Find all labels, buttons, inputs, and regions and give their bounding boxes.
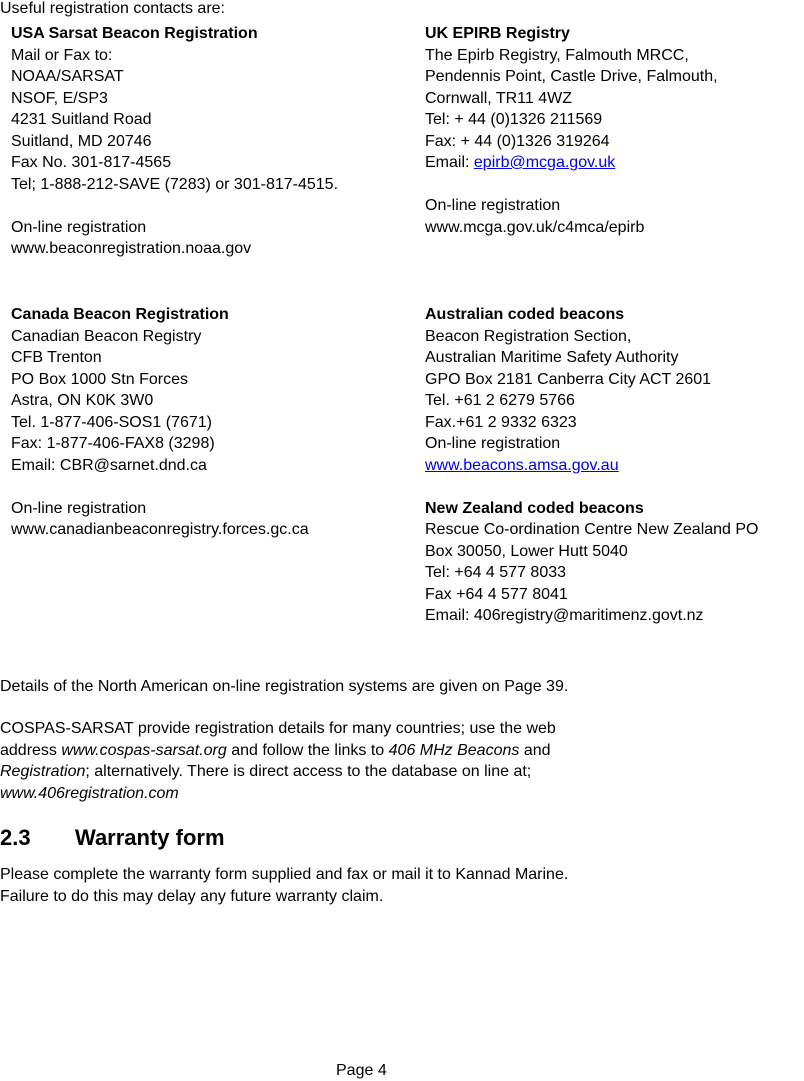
- usa-line: Mail or Fax to:: [11, 46, 113, 64]
- australia-online-link[interactable]: www.beacons.amsa.gov.au: [425, 456, 619, 474]
- page-number: Page 4: [336, 1062, 387, 1079]
- nz-line: Box 30050, Lower Hutt 5040: [425, 542, 628, 560]
- uk-title: UK EPIRB Registry: [425, 25, 570, 42]
- uk-email-line: [425, 152, 718, 174]
- usa-line: Fax No. 301-817-4565: [11, 154, 172, 171]
- cospas-line: COSPAS-SARSAT provide registration details for many countries; use the web: [0, 720, 556, 737]
- australia-line: On-line registration: [425, 435, 561, 452]
- usa-line: Tel; 1-888-212-SAVE (7283) or 301-817-4515.: [11, 175, 339, 193]
- cospas-text: ; alternatively. There is direct access to the database on line at;: [85, 763, 532, 780]
- australia-title: Australian coded beacons: [425, 306, 625, 323]
- canada-line: Tel. 1-877-406-SOS1 (7671): [11, 413, 212, 431]
- usa-line: NSOF, E/SP3: [11, 89, 108, 107]
- canada-online-url: www.canadianbeaconregistry.forces.gc.ca: [11, 521, 309, 538]
- cospas-text: and: [519, 741, 551, 759]
- uk-line: Pendennis Point, Castle Drive, Falmouth,: [425, 68, 718, 85]
- uk-contact-block: [425, 23, 718, 238]
- australia-line: Australian Maritime Safety Authority: [425, 349, 679, 366]
- uk-line: Fax: + 44 (0)1326 319264: [425, 132, 610, 150]
- canada-online-label: On-line registration: [11, 499, 147, 517]
- nz-line: Rescue Co-ordination Centre New Zealand PO: [425, 521, 759, 538]
- cospas-registration-link-text: Registration: [0, 763, 86, 780]
- uk-line: Cornwall, TR11 4WZ: [425, 89, 572, 107]
- canada-line: Astra, ON K0K 3W0: [11, 392, 154, 409]
- section-number: 2.3: [0, 825, 31, 850]
- canada-line: Fax: 1-877-406-FAX8 (3298): [11, 435, 215, 452]
- canada-line: CFB Trenton: [11, 349, 102, 366]
- spacer: [425, 174, 718, 196]
- usa-online-label: On-line registration: [11, 218, 147, 236]
- cospas-paragraph: [0, 718, 556, 804]
- uk-email-link[interactable]: epirb@mcga.gov.uk: [473, 154, 616, 171]
- warranty-line: Failure to do this may delay any future warranty claim.: [0, 887, 384, 905]
- registration-site: www.406registration.com: [0, 784, 179, 802]
- section-title: Warranty form: [75, 825, 225, 850]
- usa-line: 4231 Suitland Road: [11, 111, 152, 128]
- nz-line: Tel: +64 4 577 8033: [425, 564, 567, 581]
- cospas-line: [0, 761, 556, 783]
- cospas-text: and follow the links to: [226, 741, 389, 759]
- australia-nz-contact-block: [425, 304, 804, 627]
- spacer: [11, 476, 309, 498]
- uk-line: Tel: + 44 (0)1326 211569: [425, 111, 603, 128]
- cospas-line: [0, 783, 556, 805]
- usa-title: USA Sarsat Beacon Registration: [11, 25, 258, 42]
- cospas-line: [0, 740, 556, 762]
- canada-line: PO Box 1000 Stn Forces: [11, 370, 188, 388]
- uk-online-url: www.mcga.gov.uk/c4mca/epirb: [425, 218, 645, 236]
- canada-title: Canada Beacon Registration: [11, 306, 229, 323]
- canada-contact-block: [11, 304, 309, 541]
- warranty-paragraph: [0, 864, 568, 907]
- canada-line: Canadian Beacon Registry: [11, 327, 202, 345]
- uk-line: The Epirb Registry, Falmouth MRCC,: [425, 46, 689, 64]
- uk-email-label: Email:: [425, 154, 474, 171]
- spacer: [11, 195, 338, 217]
- nz-title: New Zealand coded beacons: [425, 499, 644, 517]
- australia-line: Fax.+61 2 9332 6323: [425, 413, 577, 431]
- details-paragraph: Details of the North American on-line registration systems are given on Page 39.: [0, 678, 569, 695]
- cospas-site: www.cospas-sarsat.org: [61, 741, 227, 759]
- usa-line: NOAA/SARSAT: [11, 68, 124, 85]
- usa-line: Suitland, MD 20746: [11, 132, 152, 150]
- intro-text: Useful registration contacts are:: [0, 0, 225, 17]
- nz-line: Email: 406registry@maritimenz.govt.nz: [425, 607, 704, 624]
- usa-contact-block: [11, 23, 338, 260]
- usa-online-url: www.beaconregistration.noaa.gov: [11, 240, 252, 257]
- cospas-text: address: [0, 741, 62, 759]
- cospas-beacons-link-text: 406 MHz Beacons: [388, 741, 520, 759]
- spacer: [425, 476, 804, 498]
- warranty-line: Please complete the warranty form supplied and fax or mail it to Kannad Marine.: [0, 866, 569, 883]
- nz-line: Fax +64 4 577 8041: [425, 585, 568, 603]
- australia-line: GPO Box 2181 Canberra City ACT 2601: [425, 370, 712, 388]
- canada-line: Email: CBR@sarnet.dnd.ca: [11, 456, 207, 474]
- uk-online-label: On-line registration: [425, 197, 561, 214]
- section-heading: [0, 824, 225, 852]
- australia-line: Tel. +61 2 6279 5766: [425, 392, 575, 409]
- australia-line: Beacon Registration Section,: [425, 327, 632, 345]
